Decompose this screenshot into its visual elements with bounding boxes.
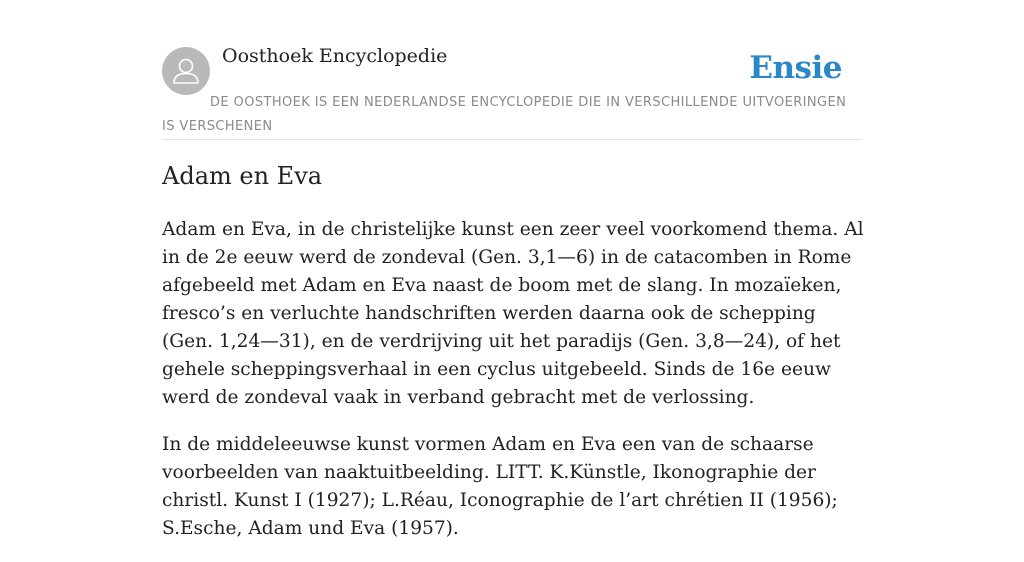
page-container [162,0,864,539]
user-icon [162,47,210,95]
author-header [162,0,862,140]
article-body [162,216,866,562]
author-name[interactable]: Oosthoek Encyclopedie [222,45,448,67]
article-paragraph: In de middeleeuwse kunst vormen Adam en Eva een van de schaarse voorbeelden van naaktuitbeelding. LITT. K.Künstle, Ikonographie der christl. Kunst I (1927); L.Réau, Iconographie de l’art chrétien II (1956); S.Esche, Adam und Eva (1957). [162,434,838,539]
author-description: DE OOSTHOEK IS EEN NEDERLANDSE ENCYCLOPEDIE DIE IN VERSCHILLENDE UITVOERINGEN IS VERSCHENEN [162,95,847,134]
article-title: Adam en Eva [162,162,323,190]
ensie-logo[interactable]: Ensie [749,50,842,86]
article-paragraph: Adam en Eva, in de christelijke kunst een zeer veel voorkomend thema. Al in de 2e eeuw werd de zondeval (Gen. 3,1—6) in de catacomben in Rome afgebeeld met Adam en Eva naast de boom met de slang. In mozaïeken, fresco’s en verluchte handschriften werden daarna ook de schepping (Gen. 1,24—31), en de verdrijving uit het paradijs (Gen. 3,8—24), of het gehele scheppingsverhaal in een cyclus uitgebeeld. Sinds de 16e eeuw werd de zondeval vaak in verband gebracht met de verlossing. [162,219,864,408]
author-avatar[interactable] [162,47,210,95]
